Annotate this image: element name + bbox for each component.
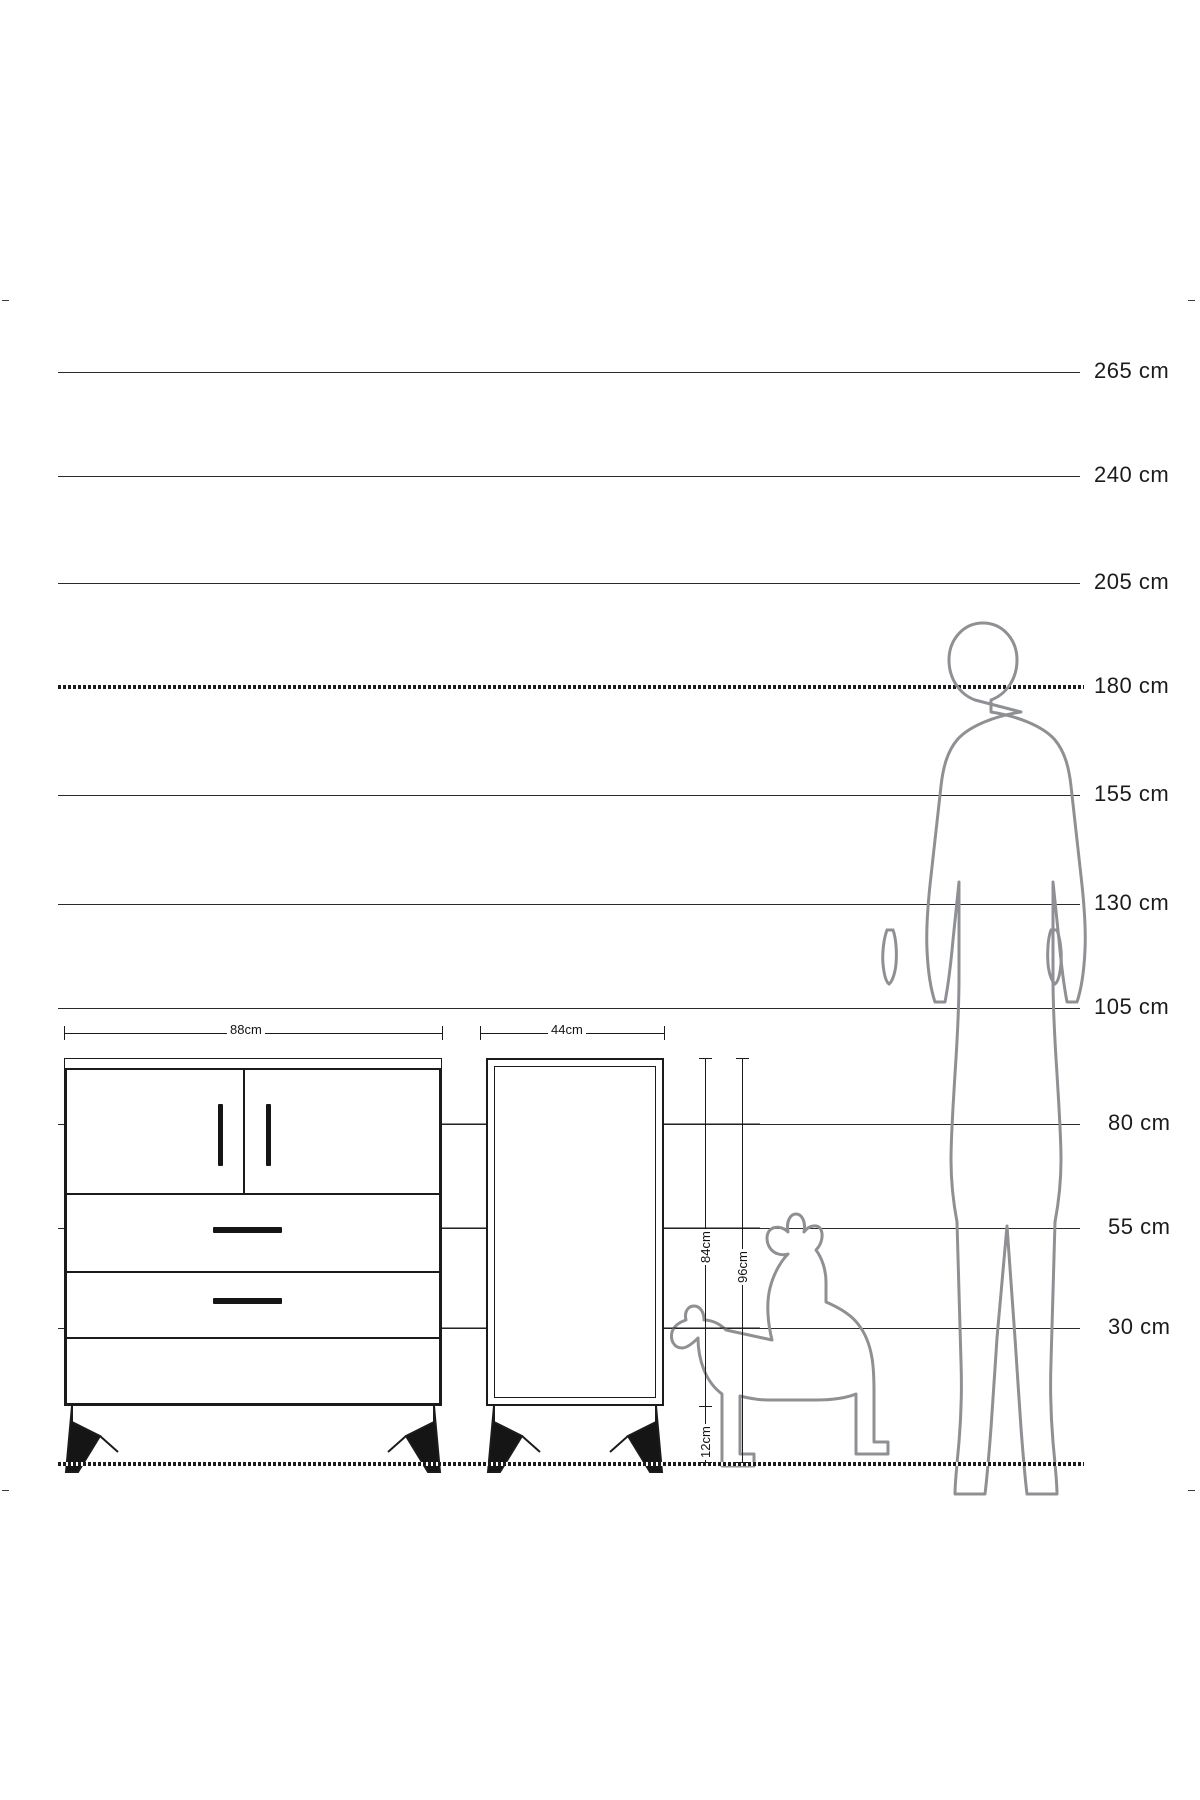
scale-line-130 (58, 904, 1080, 905)
dim-84cm-label: 84cm (698, 1231, 713, 1263)
sideboard-top-strip (64, 1058, 442, 1069)
scale-line-105 (58, 1008, 1080, 1009)
sideboard-door-right-handle[interactable] (266, 1104, 271, 1166)
dim-88cm-tick-right (442, 1026, 443, 1040)
dim-12cm-label: 12cm (698, 1426, 713, 1458)
sideboard-bottom-rail (66, 1338, 440, 1404)
ground-line (58, 1462, 1084, 1466)
sideboard-door-left-handle[interactable] (218, 1104, 223, 1166)
dim-96cm-tick-bottom (736, 1462, 749, 1463)
dim-84cm-tick-top (699, 1058, 712, 1059)
scale-label-240: 240 cm (1094, 462, 1170, 487)
dim-88cm-label: 88cm (227, 1022, 265, 1037)
corner-tick-bottom-left (2, 1490, 9, 1491)
person-silhouette (883, 623, 1086, 1494)
scale-line-265 (58, 372, 1080, 373)
sideboard-drawer-1-handle[interactable] (213, 1227, 282, 1233)
dim-96cm-label: 96cm (735, 1251, 750, 1283)
cabinet-44cm-door (494, 1066, 656, 1398)
corner-tick-top-left (2, 300, 9, 301)
sideboard-drawer-2-handle[interactable] (213, 1298, 282, 1304)
dim-88cm-tick-left (64, 1026, 65, 1040)
dim-44cm-label: 44cm (548, 1022, 586, 1037)
scale-label-130: 130 cm (1094, 890, 1170, 915)
dim-44cm-tick-left (480, 1026, 481, 1040)
scale-label-205: 205 cm (1094, 569, 1170, 594)
sideboard-drawer-2 (66, 1272, 440, 1338)
sideboard-door-right (244, 1069, 440, 1194)
dim-12cm-tick-bottom (699, 1462, 712, 1463)
scale-line-155 (58, 795, 1080, 796)
scale-label-80: 80 cm (1108, 1110, 1171, 1135)
dim-96cm-tick-top (736, 1058, 749, 1059)
scale-label-265: 265 cm (1094, 358, 1170, 383)
dim-44cm-tick-right (664, 1026, 665, 1040)
sideboard-drawer-1 (66, 1194, 440, 1272)
corner-tick-top-right (1188, 300, 1195, 301)
scale-label-30: 30 cm (1108, 1314, 1171, 1339)
scale-line-180 (58, 685, 1084, 689)
scale-label-105: 105 cm (1094, 994, 1170, 1019)
scale-label-180: 180 cm (1094, 673, 1170, 698)
scale-line-205 (58, 583, 1080, 584)
corner-tick-bottom-right (1188, 1490, 1195, 1491)
scale-label-55: 55 cm (1108, 1214, 1171, 1239)
scale-line-240 (58, 476, 1080, 477)
scale-label-155: 155 cm (1094, 781, 1170, 806)
